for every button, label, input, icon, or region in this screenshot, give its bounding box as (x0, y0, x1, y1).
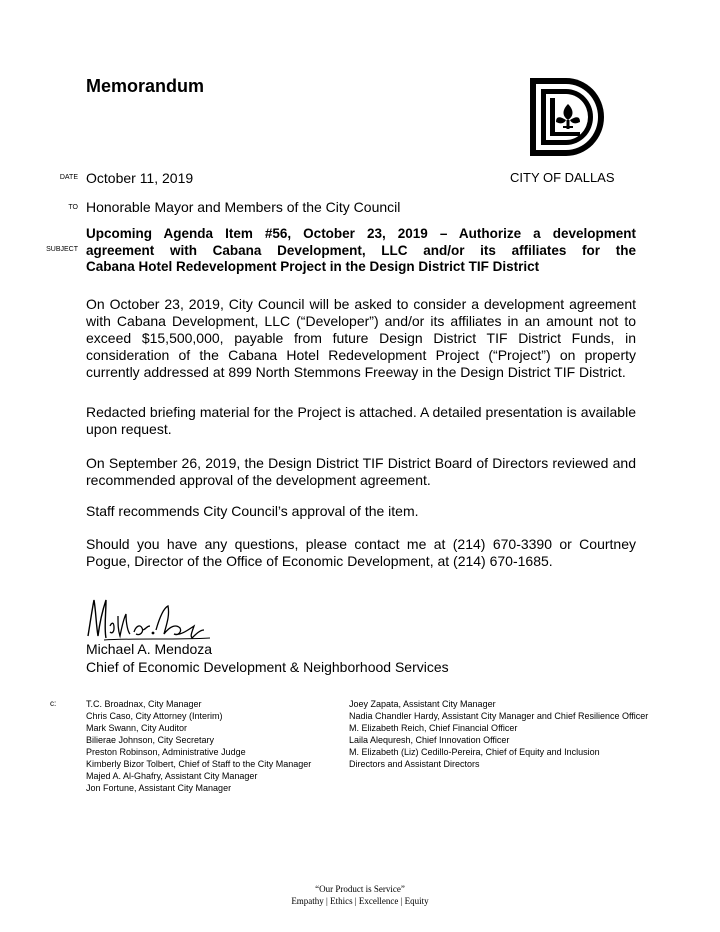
subject-line: agreement with Cabana Development, LLC and/or its affiliates for the (86, 242, 636, 258)
cc-list-left (86, 698, 311, 794)
signer-name: Michael A. Mendoza (86, 641, 213, 657)
cc-label: c: (50, 699, 57, 708)
city-of-dallas-logo-icon (528, 76, 606, 163)
cc-entry: Directors and Assistant Directors (349, 759, 480, 769)
memo-recipient: Honorable Mayor and Members of the City Council (86, 199, 401, 215)
cc-list-right (349, 698, 648, 770)
subject-line: Upcoming Agenda Item #56, October 23, 2019 – Authorize a development (86, 226, 636, 241)
cc-entry: M. Elizabeth (Liz) Cedillo-Pereira, Chief of Equity and Inclusion (349, 747, 600, 757)
footer-motto: “Our Product is Service” (315, 884, 405, 894)
body-paragraph: On September 26, 2019, the Design District TIF District Board of Directors reviewed and recommended approval of the development agreement. (86, 455, 636, 488)
cc-entry: Mark Swann, City Auditor (86, 723, 188, 733)
cc-entry: Joey Zapata, Assistant City Manager (349, 699, 496, 709)
city-name: CITY OF DALLAS (510, 170, 615, 185)
body-paragraph: On October 23, 2019, City Council will be asked to consider a development agreement with Cabana Development, LLC (“Developer”) and/or its affiliates in an amount not to exceed $15,500,000, payable from future Design District TIF District Funds, in consideration of the Cabana Hotel Redevelopment Project (“Project”) on property currently addressed at 899 North Stemmons Freeway in the Design District TIF District. (86, 296, 636, 380)
cc-entry: Laila Alequresh, Chief Innovation Officer (349, 735, 510, 745)
cc-entry: Kimberly Bizor Tolbert, Chief of Staff to the City Manager (86, 759, 312, 769)
subject-line: Cabana Hotel Redevelopment Project in the Design District TIF District (86, 259, 540, 274)
body-paragraph: Should you have any questions, please contact me at (214) 670-3390 or Courtney Pogue, Director of the Office of Economic Development, at (214) 670-1685. (86, 536, 636, 569)
cc-entry: Chris Caso, City Attorney (Interim) (86, 711, 223, 721)
cc-entry: Nadia Chandler Hardy, Assistant City Manager and Chief Resilience Officer (349, 711, 649, 721)
memo-title: Memorandum (86, 76, 205, 96)
body-paragraph: Staff recommends City Council’s approval of the item. (86, 503, 419, 519)
cc-entry: Bilierae Johnson, City Secretary (86, 735, 215, 745)
date-label: DATE (59, 174, 78, 181)
footer (0, 883, 720, 907)
footer-values: Empathy | Ethics | Excellence | Equity (291, 896, 429, 906)
signer-title: Chief of Economic Development & Neighborhood Services (86, 659, 449, 675)
cc-entry: Jon Fortune, Assistant City Manager (86, 783, 232, 793)
cc-entry: T.C. Broadnax, City Manager (86, 699, 202, 709)
cc-entry: Preston Robinson, Administrative Judge (86, 747, 246, 757)
body-paragraph: Redacted briefing material for the Project is attached. A detailed presentation is available upon request. (86, 404, 636, 437)
memo-date: October 11, 2019 (86, 170, 194, 186)
memo-subject (86, 226, 636, 276)
cc-entry: M. Elizabeth Reich, Chief Financial Officer (349, 723, 518, 733)
to-label: TO (68, 204, 78, 211)
subject-label: SUBJECT (46, 246, 78, 253)
cc-entry: Majed A. Al-Ghafry, Assistant City Manager (86, 771, 258, 781)
